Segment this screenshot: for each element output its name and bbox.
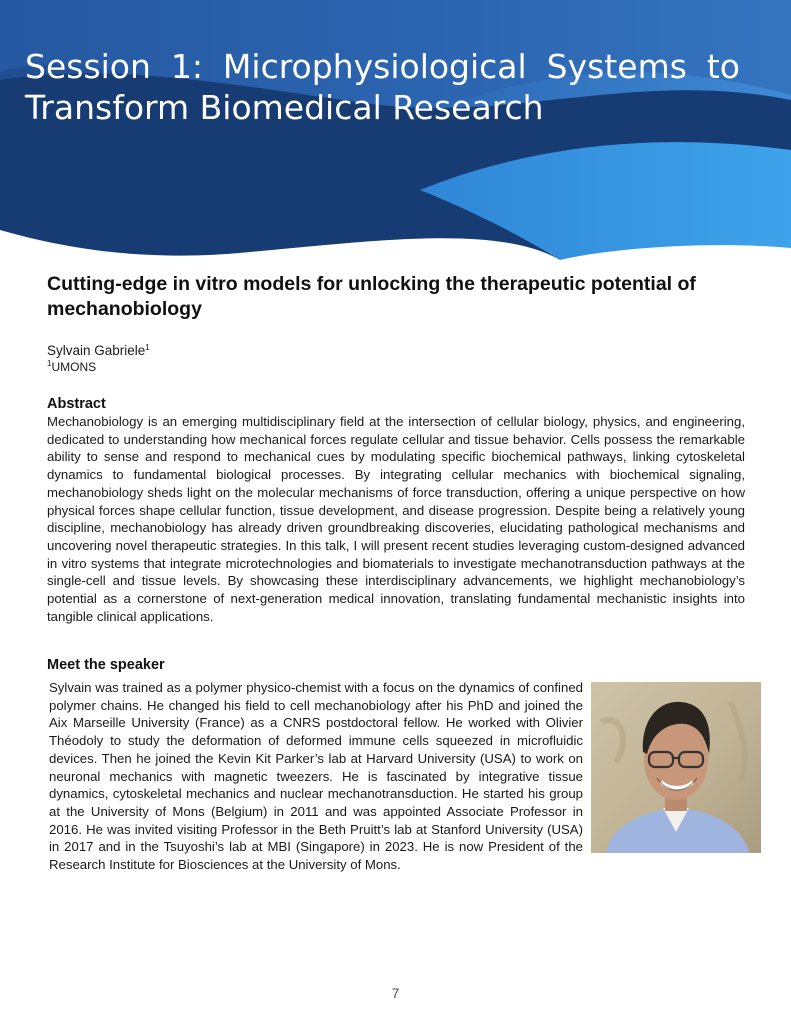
wave-background xyxy=(0,0,791,260)
affiliation-name: UMONS xyxy=(51,360,97,374)
talk-title: Cutting-edge in vitro models for unlocking the therapeutic potential of mechanobiology xyxy=(47,273,696,320)
session-header-banner xyxy=(0,0,791,260)
speaker-photo xyxy=(591,682,761,853)
affiliation-marker: 1 xyxy=(47,359,52,368)
abstract-text: Mechanobiology is an emerging multidisciplinary field at the intersection of cellular biology, physics, and engineering, dedicated to understanding how mechanical forces regulate cellular and tissue behavior. Cells possess the remarkable ability to sense and respond to mechanical cues by modulating specific biochemical pathways, linking cytoskeletal dynamics to fundamental biological processes. By integrating cellular mechanics with biochemical signaling, mechanobiology sheds light on the molecular mechanisms of force transduction, offering a unique perspective on how physical forces shape cellular function, tissue development, and disease progression. Despite being a relatively young discipline, mechanobiology has already driven groundbreaking discoveries, elucidating pathological mechanisms and uncovering novel therapeutic strategies. In this talk, I will present recent studies leveraging custom-designed advanced in vitro systems that integrate microtechnologies and biomaterials to investigate mechanotransduction pathways at the single-cell and tissue levels. By showcasing these interdisciplinary advancements, we highlight mechanobiology’s potential as a cornerstone of next-generation medical innovation, translating fundamental mechanistic insights into tangible clinical applications. xyxy=(47,414,745,624)
session-title xyxy=(25,46,740,128)
session-title-line-1: Session 1: Microphysiological Systems to xyxy=(25,47,740,86)
speaker-bio: Sylvain was trained as a polymer physico-chemist with a focus on the dynamics of confined polymer chains. He changed his field to cell mechanobiology after his PhD and joined the Aix Marseille University (France) as a CNRS postdoctoral fellow. He worked with Olivier Théodoly to study the deformation of deformed immune cells squeezed in microfluidic devices. Then he joined the Kevin Kit Parker’s lab at Harvard University (USA) to work on neuronal mechanics with magnetic tweezers. He is fascinated by integrative tissue dynamics, cytoskeletal mechanics and nuclear mechanotransduction. He started his group at the University of Mons (Belgium) in 2011 and was appointed Associate Professor in 2016. He was invited visiting Professor in the Beth Pruitt’s lab at Stanford University (USA) in 2017 and in the Tsuyoshi’s lab at MBI (Singapore) in 2023. He is now President of the Research Institute for Biosciences at the University of Mons. xyxy=(49,680,583,873)
meet-speaker-heading: Meet the speaker xyxy=(47,657,165,673)
author-affiliation-marker: 1 xyxy=(145,343,150,352)
abstract-heading: Abstract xyxy=(47,396,106,412)
page-number: 7 xyxy=(391,985,400,1001)
affiliation-line xyxy=(47,359,745,375)
session-title-line-2: Transform Biomedical Research xyxy=(25,88,544,127)
author-name: Sylvain Gabriele xyxy=(47,343,146,358)
author-line xyxy=(47,342,745,359)
